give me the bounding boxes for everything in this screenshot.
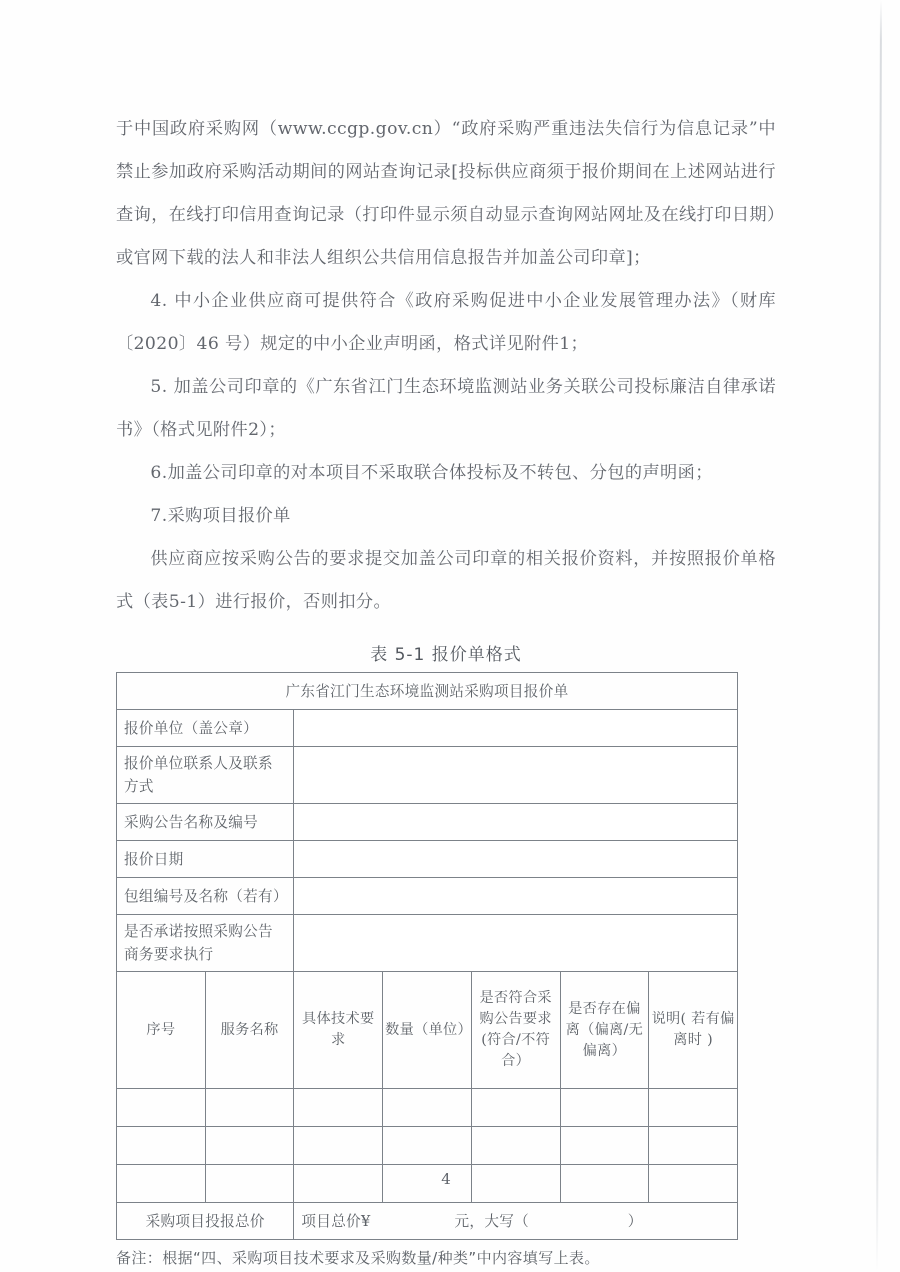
paragraph-item-4: 4. 中小企业供应商可提供符合《政府采购促进中小企业发展管理办法》（财库〔2020〕46 号）规定的中小企业声明函，格式详见附件1； (116, 291, 776, 354)
table-row (117, 1089, 738, 1127)
info-label-package-no: 包组编号及名称（若有） (117, 878, 294, 915)
info-value-contact[interactable] (294, 747, 738, 804)
cell-quantity[interactable] (383, 1127, 472, 1165)
cell-service[interactable] (205, 1127, 294, 1165)
info-value-bidder-unit[interactable] (294, 710, 738, 747)
column-header-seq: 序号 (117, 972, 206, 1089)
column-header-quantity: 数量（单位） (383, 972, 472, 1089)
info-value-package-no[interactable] (294, 878, 738, 915)
paragraph-item-7: 7.采购项目报价单 (150, 506, 291, 526)
quotation-form-table (116, 672, 738, 1240)
column-header-conformity: 是否符合采购公告要求(符合/不符合） (471, 972, 560, 1089)
cell-conformity[interactable] (471, 1127, 560, 1165)
table-caption: 表 5-1 报价单格式 (370, 645, 522, 665)
info-value-announcement[interactable] (294, 804, 738, 841)
table-row (117, 915, 738, 972)
table-row (117, 878, 738, 915)
table-total-row (117, 1203, 738, 1240)
table-row (117, 841, 738, 878)
table-row (117, 747, 738, 804)
info-value-quote-date[interactable] (294, 841, 738, 878)
table-title: 广东省江门生态环境监测站采购项目报价单 (117, 673, 738, 710)
cell-note[interactable] (649, 1127, 738, 1165)
column-header-note: 说明( 若有偏离时 ) (649, 972, 738, 1089)
page-number: 4 (441, 1170, 451, 1188)
paragraph-quotation-instruction: 供应商应按采购公告的要求提交加盖公司印章的相关报价资料，并按照报价单格式（表5-1）进行报价，否则扣分。 (116, 549, 776, 612)
cell-deviation[interactable] (560, 1127, 649, 1165)
table-row (117, 804, 738, 841)
info-label-announcement: 采购公告名称及编号 (117, 804, 294, 841)
cell-spec[interactable] (294, 1089, 383, 1127)
scan-edge-artifact (876, 0, 882, 1272)
info-label-bidder-unit: 报价单位（盖公章） (117, 710, 294, 747)
cell-spec[interactable] (294, 1127, 383, 1165)
info-label-quote-date: 报价日期 (117, 841, 294, 878)
cell-seq[interactable] (117, 1089, 206, 1127)
table-column-header-row (117, 972, 738, 1089)
info-value-commitment[interactable] (294, 915, 738, 972)
cell-service[interactable] (205, 1089, 294, 1127)
table-row (117, 710, 738, 747)
cell-seq[interactable] (117, 1127, 206, 1165)
table-row (117, 1127, 738, 1165)
cell-quantity[interactable] (383, 1089, 472, 1127)
cell-deviation[interactable] (560, 1089, 649, 1127)
cell-conformity[interactable] (471, 1089, 560, 1127)
cell-note[interactable] (649, 1089, 738, 1127)
page-content (116, 108, 776, 1268)
paragraph-item-5: 5. 加盖公司印章的《广东省江门生态环境监测站业务关联公司投标廉洁自律承诺书》（格式见附件2）； (116, 377, 776, 440)
column-header-service: 服务名称 (205, 972, 294, 1089)
total-price-text: 项目总价¥ 元，大写（ ） (301, 1212, 643, 1230)
column-header-deviation: 是否存在偏离（偏离/无偏离） (560, 972, 649, 1089)
paragraph-credit-record: 于中国政府采购网（www.ccgp.gov.cn）“政府采购严重违法失信行为信息记录”中禁止参加政府采购活动期间的网站查询记录[投标供应商须于报价期间在上述网站进行查询，在线打印信用查询记录（打印件显示须自动显示查询网站网址及在线打印日期）或官网下载的法人和非法人组织公共信用信息报告并加盖公司印章]； (116, 119, 776, 268)
paragraph-item-6: 6.加盖公司印章的对本项目不采取联合体投标及不转包、分包的声明函； (150, 463, 713, 483)
column-header-spec: 具体技术要求 (294, 972, 383, 1089)
total-price-label: 采购项目投报总价 (117, 1203, 294, 1240)
total-price-value[interactable] (294, 1203, 738, 1240)
info-label-contact: 报价单位联系人及联系方式 (117, 747, 294, 804)
info-label-commitment: 是否承诺按照采购公告商务要求执行 (117, 915, 294, 972)
table-remark: 备注：根据“四、采购项目技术要求及采购数量/种类”中内容填写上表。 (116, 1249, 600, 1267)
table-title-row (117, 673, 738, 710)
